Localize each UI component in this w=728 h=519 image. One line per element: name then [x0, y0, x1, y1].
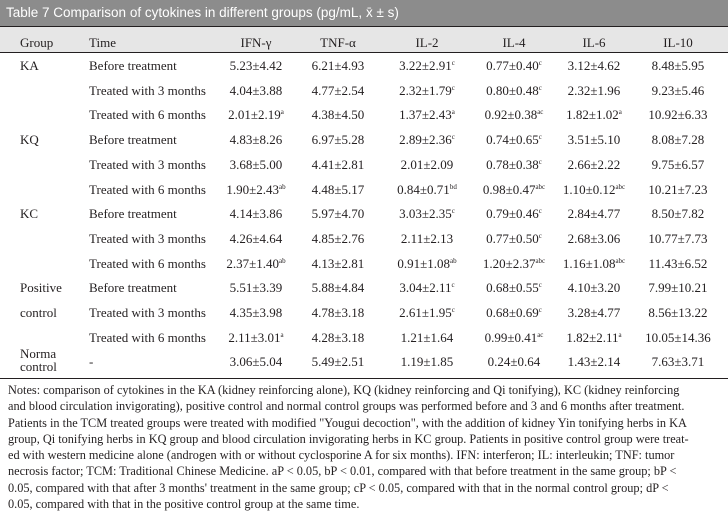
cell-value: 10.77±7.73 — [648, 230, 708, 246]
table-cell — [469, 206, 559, 221]
cell-value: 1.20±2.37 — [482, 255, 536, 271]
cell-value: 2.32±1.79 — [399, 82, 452, 98]
cell-value: 4.35±3.98 — [229, 305, 283, 320]
table-cell — [293, 182, 383, 197]
table-cell — [382, 256, 472, 271]
table-cell — [549, 280, 639, 295]
cell-value: 4.13±2.81 — [311, 255, 365, 271]
table-cell — [293, 107, 383, 122]
cell-value: 4.10±3.20 — [567, 280, 621, 296]
row-group-label: KA — [20, 58, 39, 73]
table-title-bar — [0, 0, 728, 26]
table-cell — [469, 83, 559, 98]
cell-value: 0.84±0.71 — [397, 181, 450, 197]
table-cell — [549, 256, 639, 271]
cell-value: 10.92±6.33 — [648, 107, 708, 123]
cell-value: 0.92±0.38 — [484, 107, 538, 123]
cell-significance-mark: a — [451, 108, 455, 117]
table-cell — [549, 107, 639, 122]
cell-value: 2.11±2.13 — [400, 230, 454, 246]
table-cell — [382, 83, 472, 98]
row-time-label: Treated with 3 months — [89, 230, 206, 246]
table-cell — [633, 206, 723, 221]
cell-significance-mark: c — [451, 306, 455, 314]
table-cell — [293, 206, 383, 221]
cell-value: 0.79±0.46 — [486, 206, 539, 222]
header-bottom-rule — [0, 52, 728, 53]
header-il-6: IL-6 — [582, 35, 606, 50]
table-bottom-rule — [0, 378, 728, 379]
cell-value: 4.26±4.64 — [229, 230, 283, 246]
table-cell — [633, 132, 723, 147]
table-cell — [469, 58, 559, 73]
cell-value: 3.12±4.62 — [567, 58, 621, 73]
cell-significance-mark: c — [451, 83, 455, 92]
header-time: Time — [89, 35, 116, 50]
table-cell — [382, 305, 472, 320]
row-time-label: Treated with 6 months — [89, 255, 206, 271]
table-cell — [382, 330, 472, 345]
table-cell — [549, 58, 639, 73]
cell-value: 2.84±4.77 — [567, 206, 621, 222]
row-time-label: Treated with 6 months — [89, 329, 206, 345]
table-cell — [293, 330, 383, 345]
row-group-label: Positive — [20, 280, 62, 296]
notes-line: 0.05, compared with that in the positive control group at the same time. — [8, 497, 360, 512]
table-cell — [382, 107, 472, 122]
cell-significance-mark: c — [451, 207, 455, 216]
cell-value: 0.99±0.41 — [484, 329, 538, 345]
cell-significance-mark: c — [538, 133, 542, 142]
cell-significance-mark: c — [538, 231, 542, 240]
table-cell — [469, 182, 559, 197]
cell-significance-mark: abc — [535, 256, 546, 265]
cell-value: 2.32±1.96 — [567, 82, 621, 98]
cell-value: 10.21±7.23 — [648, 181, 708, 197]
cell-value: 4.38±4.50 — [311, 107, 365, 123]
table-cell — [211, 330, 301, 345]
row-time-label: Treated with 3 months — [89, 156, 206, 172]
header-top-rule — [0, 26, 728, 27]
table-cell — [469, 231, 559, 246]
cell-value: 0.98±0.47 — [482, 181, 536, 197]
cell-value: 5.49±2.51 — [311, 354, 365, 370]
table-cell — [211, 132, 301, 147]
table-cell — [633, 231, 723, 246]
cell-value: 7.99±10.21 — [648, 280, 708, 296]
table-cell — [469, 132, 559, 147]
cell-value: 9.23±5.46 — [651, 82, 705, 98]
table-cell — [469, 330, 559, 345]
header-il-10: IL-10 — [663, 35, 693, 50]
cell-value: 3.04±2.11 — [399, 280, 452, 296]
cell-value: 5.51±3.39 — [229, 280, 283, 296]
row-time-label: Treated with 3 months — [89, 82, 206, 98]
cell-value: 2.61±1.95 — [399, 305, 452, 320]
cell-significance-mark: c — [451, 133, 455, 142]
cell-significance-mark: c — [538, 83, 542, 92]
cell-significance-mark: bd — [449, 182, 457, 191]
header-il-2: IL-2 — [415, 35, 439, 50]
cell-significance-mark: a — [280, 108, 284, 117]
table-cell — [211, 58, 301, 73]
cell-significance-mark: a — [618, 330, 622, 339]
row-group-label: control — [20, 305, 57, 320]
table-title: Table 7 Comparison of cytokines in different groups (pg/mL, x̄ ± s) — [6, 5, 399, 20]
table-cell — [293, 231, 383, 246]
cell-value: 8.56±13.22 — [648, 305, 708, 320]
cell-significance-mark: c — [538, 306, 542, 314]
cell-significance-mark: c — [538, 157, 542, 166]
cell-value: 0.24±0.64 — [487, 354, 541, 370]
cell-value: 1.37±2.43 — [399, 107, 452, 123]
table-cell — [549, 231, 639, 246]
row-group-label: Norma control — [20, 346, 57, 375]
cell-value: 4.04±3.88 — [229, 82, 283, 98]
cell-value: 0.77±0.40 — [486, 58, 539, 73]
table-cell — [549, 354, 639, 369]
row-time-label: Before treatment — [89, 58, 177, 73]
table-cell — [633, 280, 723, 295]
table-cell — [211, 231, 301, 246]
table-cell — [549, 132, 639, 147]
cell-value: 2.66±2.22 — [567, 156, 621, 172]
cell-value: 3.06±5.04 — [229, 354, 283, 370]
table-cell — [469, 305, 559, 320]
table-cell — [633, 330, 723, 345]
table-cell — [633, 305, 723, 320]
table-cell — [293, 83, 383, 98]
cell-value: 0.68±0.55 — [486, 280, 539, 296]
table-cell — [211, 256, 301, 271]
table-cell — [382, 231, 472, 246]
cell-value: 5.23±4.42 — [229, 58, 283, 73]
table-cell — [469, 256, 559, 271]
table-cell — [211, 182, 301, 197]
table-cell — [211, 107, 301, 122]
cell-value: 3.68±5.00 — [229, 156, 283, 172]
table-cell — [211, 157, 301, 172]
table-cell — [633, 58, 723, 73]
cell-significance-mark: ab — [279, 182, 286, 191]
table-notes — [8, 382, 720, 512]
notes-line: necrosis factor; TCM: Traditional Chinese Medicine. aP < 0.05, bP < 0.01, compared with that before treatment in the same group; bP < — [8, 464, 677, 479]
cell-value: 8.48±5.95 — [651, 58, 705, 73]
cell-value: 1.10±0.12 — [562, 181, 616, 197]
header-il-4: IL-4 — [502, 35, 526, 50]
table-cell — [211, 83, 301, 98]
table-cell — [633, 157, 723, 172]
row-group-label: KC — [20, 206, 39, 222]
notes-line: Notes: comparison of cytokines in the KA (kidney reinforcing alone), KQ (kidney reinforcing and Qi tonifying), KC (kidney reinforcing — [8, 383, 680, 397]
table-cell — [293, 280, 383, 295]
table-cell — [211, 354, 301, 369]
cell-significance-mark: abc — [615, 182, 626, 191]
table-cell — [549, 330, 639, 345]
row-time-label: - — [89, 354, 94, 370]
cell-value: 3.22±2.91 — [399, 58, 452, 73]
table-cell — [211, 305, 301, 320]
row-time-label: Treated with 6 months — [89, 181, 206, 197]
cell-value: 6.21±4.93 — [311, 58, 365, 73]
cell-value: 1.21±1.64 — [400, 329, 454, 345]
header-ifn-gamma: IFN-γ — [240, 35, 272, 50]
table-cell — [469, 354, 559, 369]
cell-value: 9.75±6.57 — [651, 156, 705, 172]
cell-value: 1.82±2.11 — [566, 329, 619, 345]
table-cell — [293, 132, 383, 147]
cell-value: 3.28±4.77 — [567, 305, 621, 320]
row-group-label: KQ — [20, 132, 39, 148]
cell-value: 4.14±3.86 — [229, 206, 283, 222]
table-cell — [633, 182, 723, 197]
cell-significance-mark: a — [618, 108, 622, 117]
cell-significance-mark: c — [451, 59, 455, 67]
cell-significance-mark: c — [451, 281, 455, 290]
cell-value: 1.90±2.43 — [226, 181, 280, 197]
cell-value: 5.97±4.70 — [311, 206, 365, 222]
cell-value: 2.11±3.01 — [228, 329, 281, 345]
cell-significance-mark: abc — [535, 182, 546, 191]
table-cell — [633, 83, 723, 98]
cell-value: 0.91±1.08 — [397, 255, 451, 271]
row-time-label: Before treatment — [89, 206, 177, 222]
table-cell — [382, 182, 472, 197]
table-cell — [633, 107, 723, 122]
table-cell — [293, 354, 383, 369]
cell-significance-mark: c — [538, 281, 542, 290]
table-cell — [382, 354, 472, 369]
notes-line: Patients in the TCM treated groups were treated with modified "Yougui decoction", with the addition of kidney Yin tonifying herbs in KA — [8, 415, 687, 430]
cell-value: 2.37±1.40 — [226, 255, 280, 271]
cell-significance-mark: c — [538, 59, 542, 67]
table-cell — [293, 305, 383, 320]
table-cell — [382, 132, 472, 147]
cell-value: 0.78±0.38 — [486, 156, 539, 172]
table-cell — [293, 58, 383, 73]
cell-value: 0.80±0.48 — [486, 82, 539, 98]
row-time-label: Before treatment — [89, 280, 177, 296]
table-cell — [469, 157, 559, 172]
cell-value: 1.82±1.02 — [566, 107, 619, 123]
table-cell — [549, 157, 639, 172]
notes-line: group, Qi tonifying herbs in KQ group and blood circulation invigorating herbs in KC group. Patients in positive control group were treat- — [8, 431, 689, 446]
table-cell — [211, 206, 301, 221]
table-cell — [469, 280, 559, 295]
cell-value: 6.97±5.28 — [311, 132, 365, 148]
table-cell — [382, 206, 472, 221]
cell-value: 0.77±0.50 — [486, 230, 539, 246]
table-cell — [549, 83, 639, 98]
row-time-label: Treated with 3 months — [89, 305, 206, 320]
table-cell — [382, 157, 472, 172]
cell-value: 4.41±2.81 — [311, 156, 365, 172]
cell-significance-mark: ab — [279, 256, 286, 265]
cell-significance-mark: ac — [537, 108, 544, 117]
cell-value: 11.43±6.52 — [648, 255, 708, 271]
cell-value: 2.01±2.09 — [400, 156, 454, 172]
table-cell — [549, 206, 639, 221]
cell-value: 8.08±7.28 — [651, 132, 705, 148]
cell-value: 2.01±2.19 — [228, 107, 281, 123]
table-cell — [549, 305, 639, 320]
cell-value: 3.03±2.35 — [399, 206, 452, 222]
cell-value: 4.28±3.18 — [311, 329, 365, 345]
notes-line: and blood circulation invigorating), positive control and normal control groups was performed before and 3 and 6 months after treatment. — [8, 399, 685, 414]
cell-value: 4.48±5.17 — [311, 181, 365, 197]
cell-value: 2.68±3.06 — [567, 230, 621, 246]
cell-value: 0.68±0.69 — [486, 305, 539, 320]
table-cell — [293, 256, 383, 271]
cell-significance-mark: ab — [450, 256, 457, 265]
cell-value: 1.43±2.14 — [567, 354, 621, 370]
cell-value: 7.63±3.71 — [651, 354, 705, 370]
cell-value: 4.83±8.26 — [229, 132, 283, 148]
row-time-label: Before treatment — [89, 132, 177, 148]
notes-line: 0.05, compared with that after 3 months' treatment in the same group; cP < 0.05, compared with that in the normal control group; dP < — [8, 480, 669, 495]
cell-value: 8.50±7.82 — [651, 206, 705, 222]
cell-value: 3.51±5.10 — [567, 132, 621, 148]
cell-value: 1.16±1.08 — [562, 255, 616, 271]
table-cell — [549, 182, 639, 197]
table-cell — [211, 280, 301, 295]
cell-significance-mark: c — [538, 207, 542, 216]
table-cell — [469, 107, 559, 122]
cell-value: 1.19±1.85 — [400, 354, 454, 370]
table-cell — [633, 354, 723, 369]
notes-line: ed with western medicine alone (androgen with or without cyclosporine A for six months). IFN: interferon; IL: interleukin; TNF: tumor — [8, 448, 675, 463]
table-cell — [382, 280, 472, 295]
cell-significance-mark: abc — [615, 256, 626, 265]
cell-value: 10.05±14.36 — [645, 329, 711, 345]
header-group: Group — [20, 35, 54, 50]
table-cell — [633, 256, 723, 271]
table-cell — [382, 58, 472, 73]
cell-significance-mark: ac — [537, 330, 544, 339]
row-time-label: Treated with 6 months — [89, 107, 206, 123]
cell-value: 2.89±2.36 — [399, 132, 452, 148]
cell-significance-mark: a — [280, 330, 284, 339]
cell-value: 4.77±2.54 — [311, 82, 365, 98]
cell-value: 4.85±2.76 — [311, 230, 365, 246]
header-tnf-alpha: TNF-α — [320, 35, 356, 50]
table-cell — [293, 157, 383, 172]
cell-value: 4.78±3.18 — [311, 305, 365, 320]
cell-value: 5.88±4.84 — [311, 280, 365, 296]
cell-value: 0.74±0.65 — [486, 132, 539, 148]
